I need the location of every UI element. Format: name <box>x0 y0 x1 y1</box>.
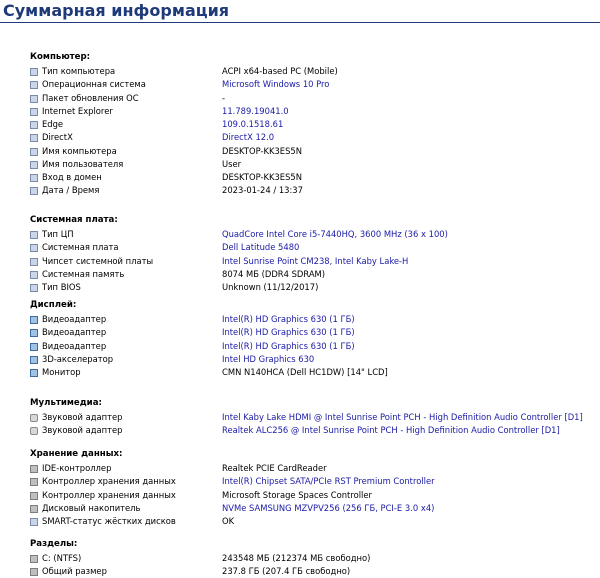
row-value: ACPI x64-based PC (Mobile) <box>222 66 338 76</box>
3d-accelerator-icon <box>30 356 38 364</box>
row-value: - <box>222 92 226 103</box>
row-label: Чипсет системной платы <box>42 255 154 266</box>
partition-icon <box>30 555 38 563</box>
sound-adapter-icon <box>30 427 38 435</box>
row-value-link[interactable]: Intel(R) HD Graphics 630 (1 ГБ) <box>222 340 355 351</box>
row-label: Тип ЦП <box>42 229 74 239</box>
row-value-link[interactable]: Microsoft Windows 10 Pro <box>222 79 330 90</box>
row-label: Дата / Время <box>42 185 100 196</box>
windows-icon <box>30 81 38 89</box>
edge-icon <box>30 121 38 129</box>
row-label: Edge <box>42 119 64 129</box>
row-value: Realtek PCIE CardReader <box>222 463 327 473</box>
info-row <box>0 255 600 268</box>
info-row <box>0 340 600 353</box>
row-label: Звуковой адаптер <box>42 425 123 436</box>
user-icon <box>30 161 38 169</box>
section-header-display: Дисплей: <box>30 300 77 310</box>
disk-drive-icon <box>30 505 38 513</box>
info-row <box>0 131 600 144</box>
row-value-link[interactable]: DirectX 12.0 <box>222 132 275 143</box>
video-adapter-icon <box>30 316 38 324</box>
row-label: Пакет обновления ОС <box>42 92 139 103</box>
computer-icon <box>30 68 38 76</box>
row-label: 3D-акселератор <box>42 353 114 364</box>
motherboard-icon <box>30 244 38 252</box>
row-value-link[interactable]: Intel(R) Chipset SATA/PCIe RST Premium Controller <box>222 476 435 487</box>
info-row <box>0 78 600 91</box>
section-header-motherboard: Системная плата: <box>30 215 118 225</box>
bios-icon <box>30 284 38 292</box>
row-value-link[interactable]: Intel Kaby Lake HDMI @ Intel Sunrise Point PCH - High Definition Audio Controller [D1] <box>222 412 583 422</box>
page-title: Суммарная информация <box>3 1 230 20</box>
windows-icon <box>30 95 38 103</box>
storage-controller-icon <box>30 492 38 500</box>
section-header-partitions: Разделы: <box>30 539 78 549</box>
row-value-link[interactable]: Intel(R) HD Graphics 630 (1 ГБ) <box>222 327 355 338</box>
row-label: Операционная система <box>42 79 146 90</box>
row-value: 2023-01-24 / 13:37 <box>222 185 303 196</box>
internet-explorer-icon <box>30 108 38 116</box>
storage-controller-icon <box>30 478 38 486</box>
row-label: Системная плата <box>42 242 119 253</box>
info-row <box>0 105 600 118</box>
row-value-link[interactable]: Realtek ALC256 @ Intel Sunrise Point PCH - High Definition Audio Controller [D1] <box>222 425 560 436</box>
row-value: CMN N140HCA (Dell HC1DW) [14" LCD] <box>222 367 388 377</box>
smart-status-icon <box>30 518 38 526</box>
info-row <box>0 65 600 78</box>
row-value: DESKTOP-KK3ES5N <box>222 172 303 182</box>
row-label: Монитор <box>42 367 81 377</box>
info-row <box>0 565 600 578</box>
row-value-link[interactable]: 11.789.19041.0 <box>222 105 289 116</box>
row-label: Вход в домен <box>42 172 102 182</box>
row-label: Тип BIOS <box>42 282 81 292</box>
row-label: DirectX <box>42 132 73 143</box>
section-header-multimedia: Мультимедиа: <box>30 398 102 408</box>
video-adapter-icon <box>30 329 38 337</box>
row-value: Microsoft Storage Spaces Controller <box>222 489 372 500</box>
row-value: 237.8 ГБ (207.4 ГБ свободно) <box>222 566 351 577</box>
row-value-link[interactable]: NVMe SAMSUNG MZVPV256 (256 ГБ, PCI-E 3.0 x4) <box>222 502 435 513</box>
row-value-link[interactable]: Intel Sunrise Point CM238, Intel Kaby Lake-H <box>222 255 409 266</box>
info-row <box>0 424 600 437</box>
info-row <box>0 268 600 281</box>
info-row <box>0 475 600 488</box>
total-size-icon <box>30 568 38 576</box>
row-value-link[interactable]: QuadCore Intel Core i5-7440HQ, 3600 MHz (36 x 100) <box>222 229 448 239</box>
row-label: Контроллер хранения данных <box>42 476 176 487</box>
row-value: DESKTOP-KK3ES5N <box>222 145 303 156</box>
calendar-icon <box>30 187 38 195</box>
row-label: Видеоадаптер <box>42 327 107 338</box>
domain-icon <box>30 174 38 182</box>
info-row <box>0 171 600 184</box>
row-label: Контроллер хранения данных <box>42 489 176 500</box>
info-row <box>0 502 600 515</box>
info-row <box>0 92 600 105</box>
info-row <box>0 515 600 528</box>
row-label: C: (NTFS) <box>42 553 82 563</box>
row-label: SMART-статус жёстких дисков <box>42 516 176 526</box>
row-value-link[interactable]: Dell Latitude 5480 <box>222 242 300 253</box>
row-label: Общий размер <box>42 566 107 577</box>
row-label: Видеоадаптер <box>42 314 107 324</box>
info-row <box>0 353 600 366</box>
computer-name-icon <box>30 148 38 156</box>
row-label: Тип компьютера <box>42 66 116 76</box>
info-row <box>0 326 600 339</box>
info-row <box>0 184 600 197</box>
row-label: Системная память <box>42 268 125 279</box>
row-label: Internet Explorer <box>42 105 113 116</box>
info-row <box>0 313 600 326</box>
row-label: Имя пользователя <box>42 158 124 169</box>
directx-icon <box>30 134 38 142</box>
cpu-icon <box>30 231 38 239</box>
info-row <box>0 281 600 294</box>
row-value-link[interactable]: 109.0.1518.61 <box>222 119 284 129</box>
info-row <box>0 552 600 565</box>
section-header-computer: Компьютер: <box>30 52 91 62</box>
info-row <box>0 411 600 424</box>
info-row <box>0 228 600 241</box>
info-row <box>0 118 600 131</box>
row-label: Дисковый накопитель <box>42 502 141 513</box>
info-row <box>0 241 600 254</box>
info-row <box>0 462 600 475</box>
info-row <box>0 158 600 171</box>
section-header-storage: Хранение данных: <box>30 449 123 459</box>
row-value-link[interactable]: Intel(R) HD Graphics 630 (1 ГБ) <box>222 314 355 324</box>
chipset-icon <box>30 258 38 266</box>
row-label: Видеоадаптер <box>42 340 107 351</box>
row-label: Имя компьютера <box>42 145 117 156</box>
row-value: 8074 МБ (DDR4 SDRAM) <box>222 268 326 279</box>
monitor-icon <box>30 369 38 377</box>
row-value: User <box>222 158 242 169</box>
row-label: IDE-контроллер <box>42 463 112 473</box>
ide-controller-icon <box>30 465 38 473</box>
row-value: Unknown (11/12/2017) <box>222 282 319 292</box>
row-value: OK <box>222 516 235 526</box>
memory-icon <box>30 271 38 279</box>
title-divider <box>0 22 600 23</box>
row-label: Звуковой адаптер <box>42 412 123 422</box>
video-adapter-icon <box>30 343 38 351</box>
info-row <box>0 145 600 158</box>
sound-adapter-icon <box>30 414 38 422</box>
info-row <box>0 489 600 502</box>
info-row <box>0 366 600 379</box>
row-value: 243548 МБ (212374 МБ свободно) <box>222 553 371 563</box>
row-value-link[interactable]: Intel HD Graphics 630 <box>222 353 315 364</box>
